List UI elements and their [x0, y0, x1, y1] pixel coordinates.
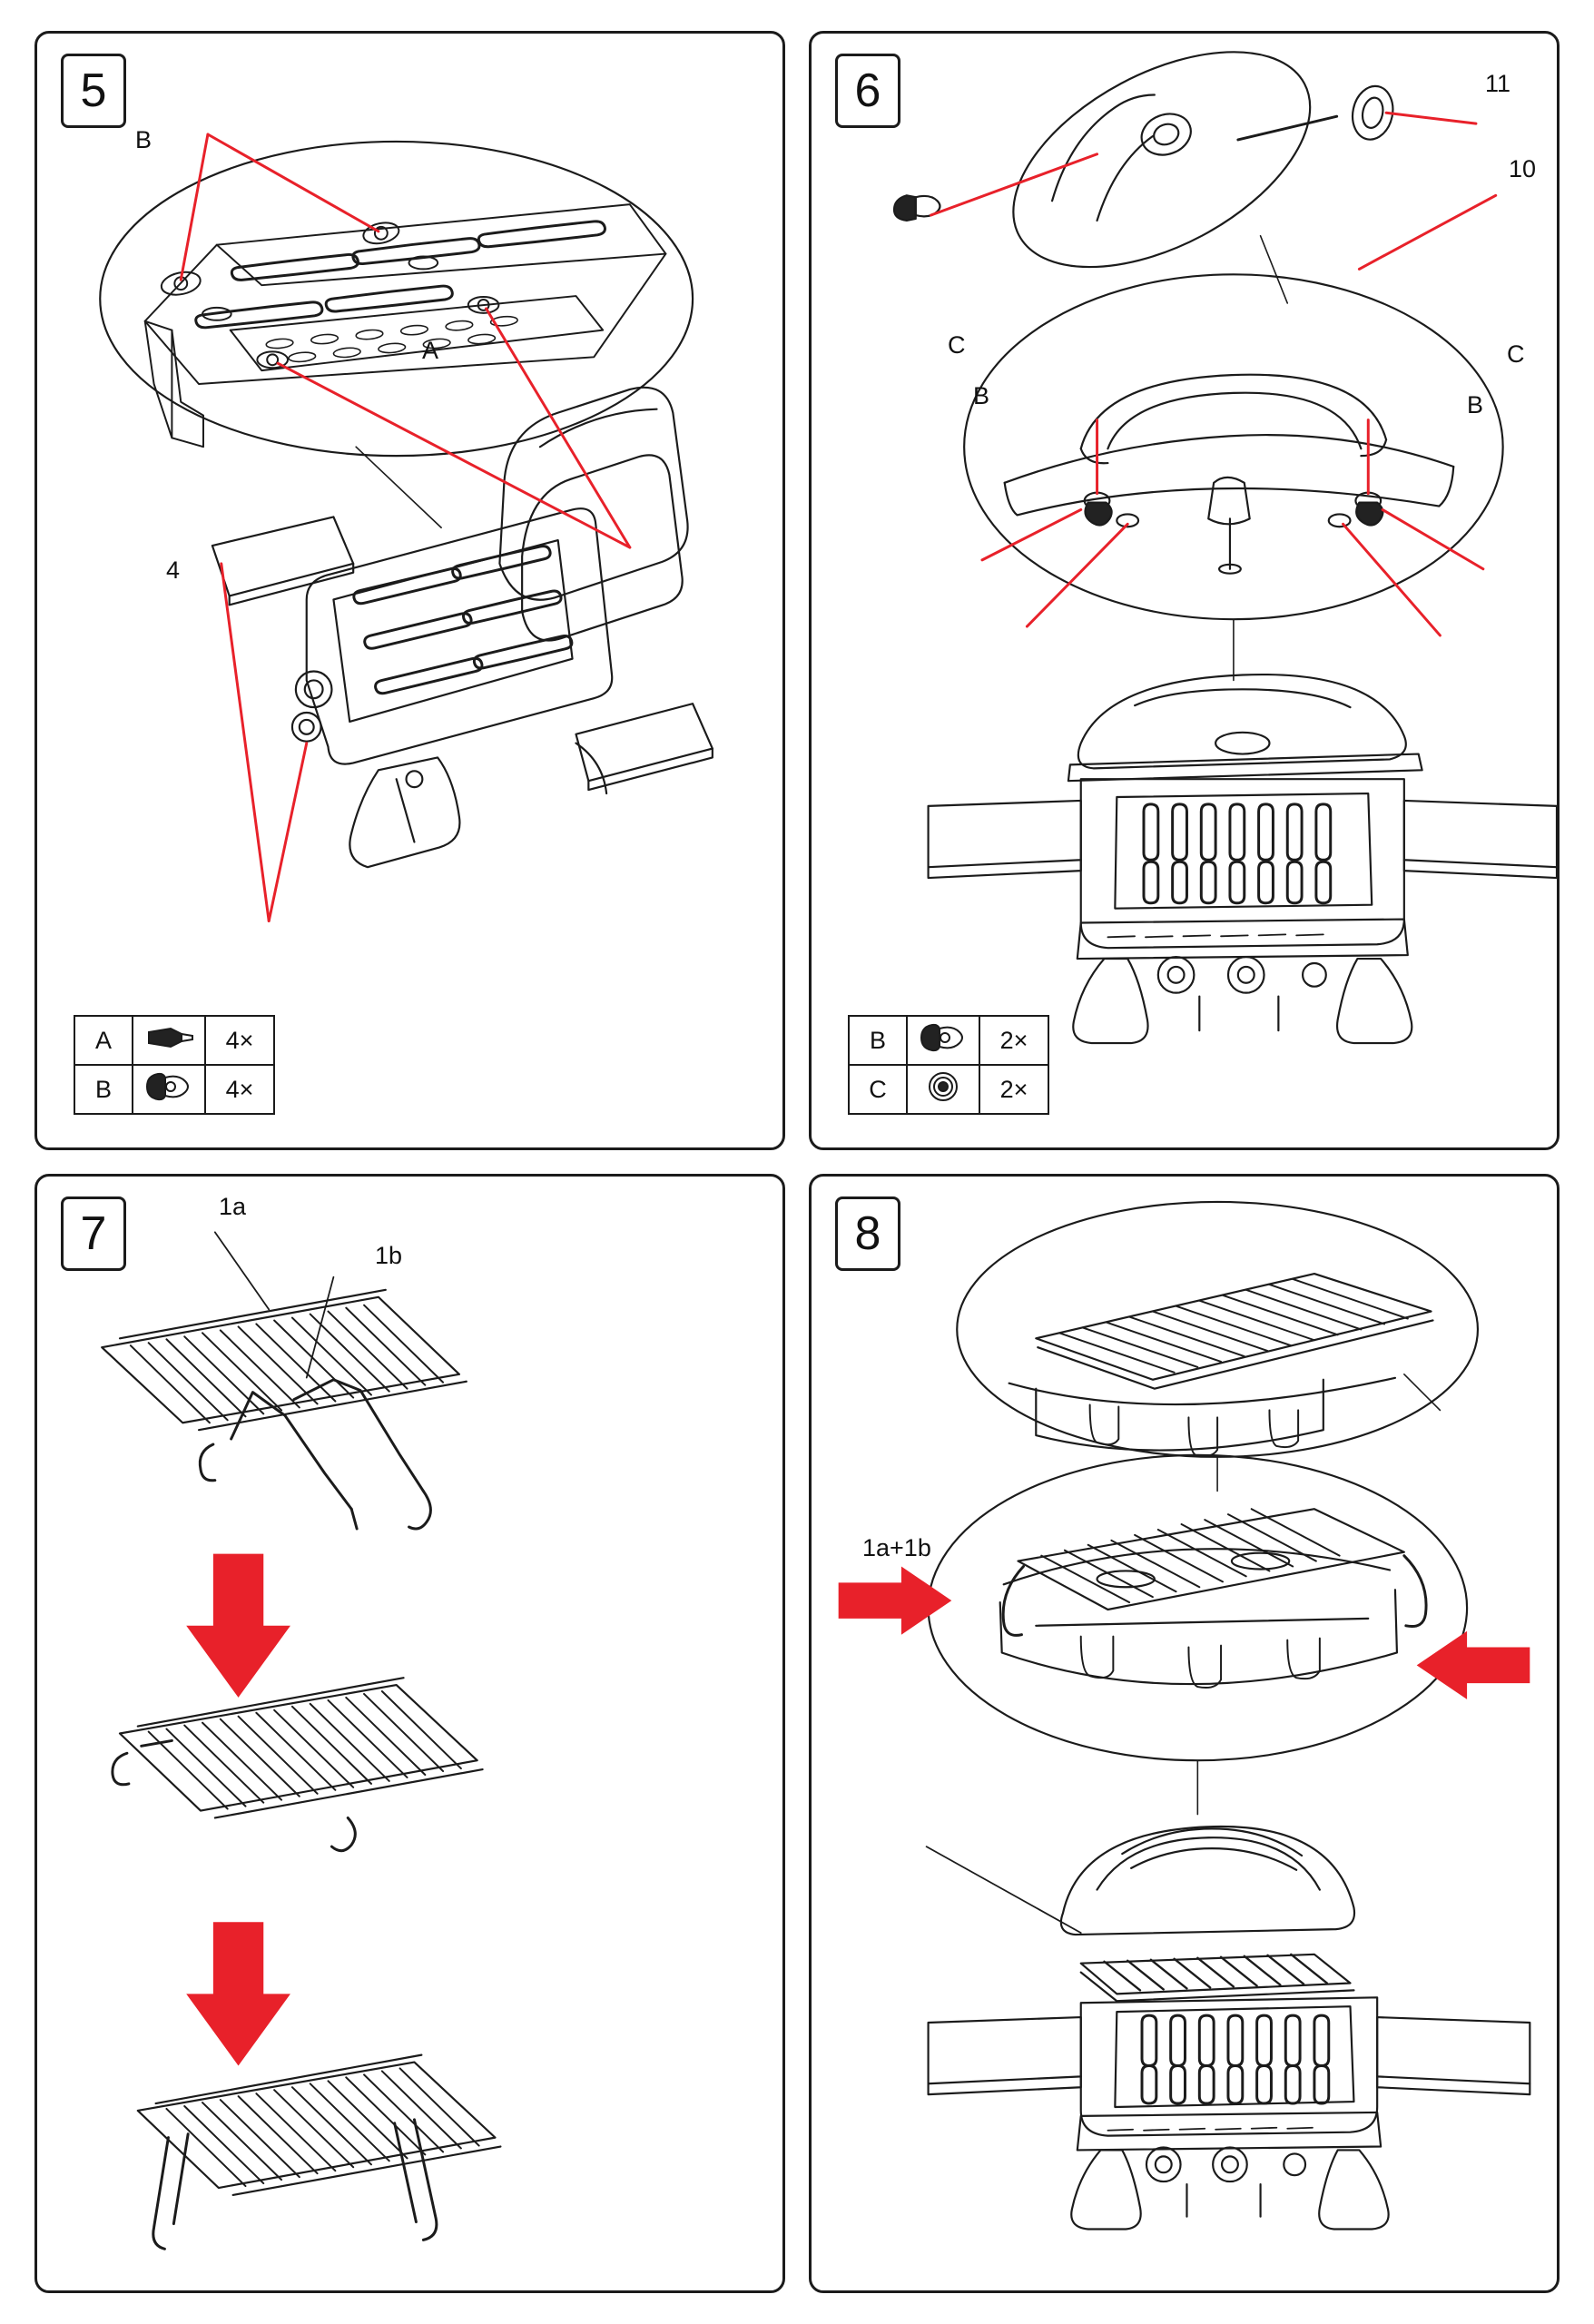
step-number-6: 6: [835, 54, 900, 128]
panel-step-5: [34, 31, 785, 1150]
parts-row: [74, 1016, 274, 1065]
step-6-illustration: [812, 34, 1557, 1147]
part-code: C: [849, 1065, 907, 1114]
callout-label-1a: 1a: [219, 1193, 247, 1220]
step-8-illustration: [812, 1177, 1557, 2290]
part-code: B: [74, 1065, 133, 1114]
parts-legend-step-6: [848, 1015, 1049, 1115]
panel-step-7: [34, 1174, 785, 2293]
wing-nut-icon: [133, 1065, 205, 1114]
panel-step-8: [809, 1174, 1560, 2293]
step-7-illustration: [37, 1177, 782, 2290]
part-qty: 2×: [979, 1016, 1048, 1065]
callout-label-a: A: [422, 337, 439, 364]
parts-row: [849, 1016, 1048, 1065]
screw-icon: [133, 1016, 205, 1065]
step-number-8: 8: [835, 1196, 900, 1271]
parts-legend-step-5: [74, 1015, 275, 1115]
callout-label-1a-1b: 1a+1b: [862, 1534, 931, 1561]
callout-label-c-right: C: [1507, 340, 1525, 368]
callout-label-b-right: B: [1467, 391, 1484, 419]
part-qty: 4×: [205, 1016, 274, 1065]
part-qty: 2×: [979, 1065, 1048, 1114]
callout-label-b: B: [135, 126, 153, 153]
callout-label-11: 11: [1485, 70, 1511, 97]
wing-nut-icon: [907, 1016, 979, 1065]
callout-label-1b: 1b: [375, 1242, 403, 1269]
part-code: B: [849, 1016, 907, 1065]
parts-row: [74, 1065, 274, 1114]
step-number-5: 5: [61, 54, 126, 128]
callout-label-c-left: C: [948, 331, 966, 359]
step-number-7: 7: [61, 1196, 126, 1271]
parts-row: [849, 1065, 1048, 1114]
part-qty: 4×: [205, 1065, 274, 1114]
callout-label-b-left: B: [973, 382, 990, 409]
step-5-illustration: [37, 34, 782, 1147]
panel-step-6: [809, 31, 1560, 1150]
washer-icon: [907, 1065, 979, 1114]
part-code: A: [74, 1016, 133, 1065]
callout-label-10: 10: [1509, 155, 1537, 182]
callout-label-4: 4: [166, 556, 181, 584]
